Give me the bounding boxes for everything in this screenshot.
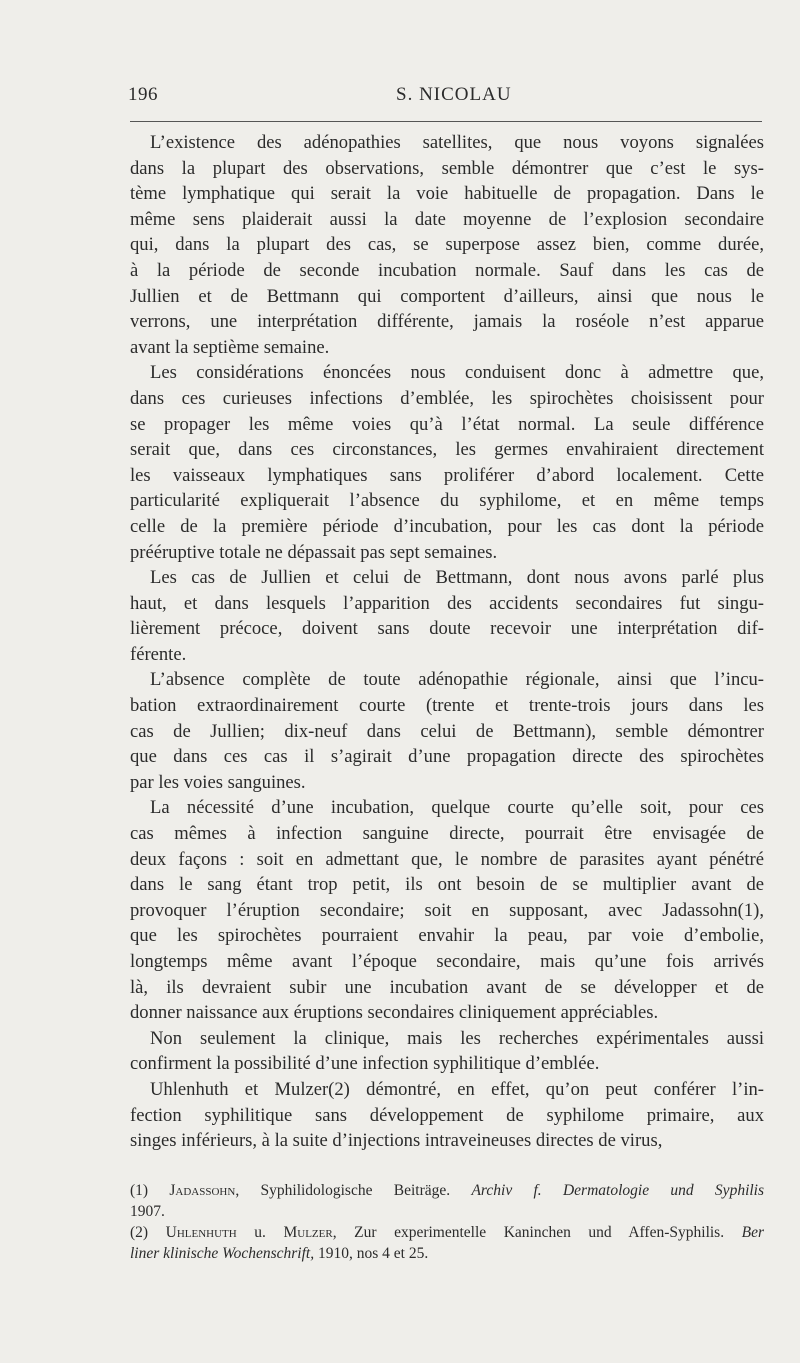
- text-line: provoquer l’éruption secondaire; soit en supposant, avec Jadassohn(1),: [130, 899, 764, 921]
- text-line: là, ils devraient subir une incubation avant de se développer et de: [130, 976, 764, 998]
- running-header: [128, 84, 764, 108]
- text-line: verrons, une interprétation différente, jamais la roséole n’est apparue: [130, 311, 764, 333]
- text-line: dans la plupart des observations, semble démontrer que c’est le sys-: [130, 157, 764, 179]
- text-line: Uhlenhuth et Mulzer(2) démontré, en effet, qu’on peut conférer l’in-: [150, 1078, 764, 1100]
- text-line: les vaisseaux lymphatiques sans proliférer d’abord localement. Cette: [130, 464, 764, 486]
- text-line: dans le sang étant trop petit, ils ont besoin de se multiplier avant de: [130, 874, 764, 896]
- text-line: La nécessité d’une incubation, quelque courte qu’elle soit, pour ces: [150, 797, 764, 819]
- text-line: Les considérations énoncées nous conduisent donc à admettre que,: [150, 362, 764, 384]
- text-line: Non seulement la clinique, mais les recherches expérimentales aussi: [150, 1027, 764, 1049]
- text-line: confirment la possibilité d’une infection syphilitique d’emblée.: [130, 1053, 600, 1075]
- text-line: haut, et dans lesquels l’apparition des accidents secondaires fut singu-: [130, 592, 764, 614]
- text-line: à la période de seconde incubation normale. Sauf dans les cas de: [130, 259, 764, 281]
- text-line: serait que, dans ces circonstances, les germes envahiraient directement: [130, 439, 764, 461]
- text-line: cas mêmes à infection sanguine directe, pourrait être envisagée de: [130, 823, 764, 845]
- text-line: dans ces curieuses infections d’emblée, les spirochètes choisissent pour: [130, 387, 764, 409]
- footnote-2: (2) Uhlenhuth u. Mulzer, Zur experimentelle Kaninchen und Affen-Syphilis. Ber: [130, 1224, 764, 1241]
- text-line: que dans ces cas il s’agirait d’une propagation directe des spirochètes: [130, 746, 764, 768]
- footnote-2-cont: liner klinische Wochenschrift, 1910, nos 4 et 25.: [130, 1245, 429, 1262]
- text-line: celle de la première période d’incubation, pour les cas dont la période: [130, 515, 764, 537]
- body-text: [130, 130, 764, 1154]
- text-line: férente.: [130, 643, 187, 665]
- footnotes: [130, 1180, 764, 1264]
- text-line: qui, dans la plupart des cas, se superpose assez bien, comme durée,: [130, 234, 764, 256]
- text-line: L’existence des adénopathies satellites, que nous voyons signalées: [150, 132, 764, 153]
- text-line: tème lymphatique qui serait la voie habituelle de propagation. Dans le: [130, 183, 764, 205]
- footnote-1: (1) Jadassohn, Syphilidologische Beiträge. Archiv f. Dermatologie und Syphilis: [130, 1182, 764, 1199]
- header-rule: [130, 121, 762, 122]
- text-line: fection syphilitique sans développement de syphilome primaire, aux: [130, 1104, 764, 1126]
- text-line: Les cas de Jullien et celui de Bettmann, dont nous avons parlé plus: [150, 567, 764, 589]
- text-line: Jullien et de Bettmann qui comportent d’ailleurs, ainsi que nous le: [130, 285, 764, 307]
- text-line: lièrement précoce, doivent sans doute recevoir une interprétation dif-: [130, 618, 764, 640]
- text-line: bation extraordinairement courte (trente et trente-trois jours dans les: [130, 695, 764, 717]
- running-head-author: S. NICOLAU: [396, 84, 512, 105]
- text-line: se propager les même voies qu’à l’état normal. La seule différence: [130, 413, 764, 435]
- text-line: prééruptive totale ne dépassait pas sept semaines.: [130, 541, 498, 563]
- text-line: même sens plaiderait aussi la date moyenne de l’explosion secondaire: [130, 208, 764, 230]
- text-line: avant la septième semaine.: [130, 336, 330, 358]
- page-number: 196: [128, 84, 158, 105]
- text-line: cas de Jullien; dix-neuf dans celui de Bettmann), semble démontrer: [130, 720, 764, 742]
- text-line: deux façons : soit en admettant que, le nombre de parasites ayant pénétré: [130, 848, 764, 870]
- text-line: L’absence complète de toute adénopathie régionale, ainsi que l’incu-: [150, 669, 764, 691]
- text-line: que les spirochètes pourraient envahir la peau, par voie d’embolie,: [130, 925, 764, 947]
- text-line: particularité expliquerait l’absence du syphilome, et en même temps: [130, 490, 764, 512]
- text-line: donner naissance aux éruptions secondaires cliniquement appréciables.: [130, 1002, 659, 1024]
- text-line: singes inférieurs, à la suite d’injections intraveineuses directes de virus,: [130, 1130, 663, 1152]
- text-line: longtemps même avant l’époque secondaire, mais qu’une fois arrivés: [130, 951, 764, 972]
- footnote-1-cont: 1907.: [130, 1203, 165, 1220]
- text-line: par les voies sanguines.: [130, 771, 306, 793]
